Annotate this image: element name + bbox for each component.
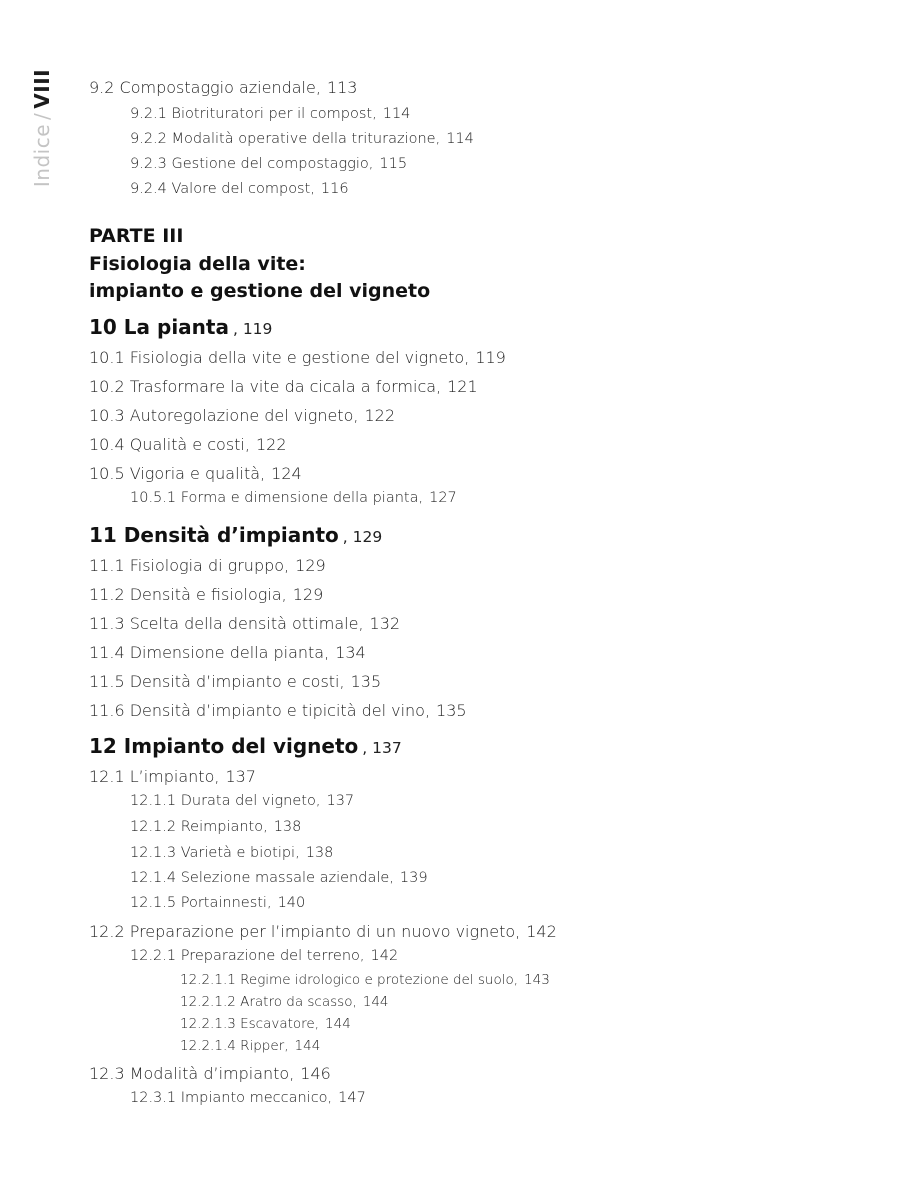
toc-entry-12-1: 12.1 L’impianto, 137 xyxy=(89,767,256,786)
toc-page: 122 xyxy=(255,435,287,454)
toc-page: 116 xyxy=(320,181,349,197)
toc-entry-12-1-3: 12.1.3 Varietà e biotipi, 138 xyxy=(130,845,334,861)
toc-page: 127 xyxy=(429,490,457,506)
toc-entry-12-2-1-2: 12.2.1.2 Aratro da scasso, 144 xyxy=(180,994,389,1010)
toc-entry-12-1-1: 12.1.1 Durata del vigneto, 137 xyxy=(130,793,355,809)
page-number: VIII xyxy=(30,68,54,109)
toc-entry-10-1: 10.1 Fisiologia della vite e gestione del vigneto, 119 xyxy=(89,348,506,367)
toc-entry-12-2-1-3: 12.2.1.3 Escavatore, 144 xyxy=(180,1016,351,1032)
toc-page: , 129 xyxy=(342,528,383,546)
toc-page: 114 xyxy=(382,106,411,122)
toc-page: 137 xyxy=(326,793,355,809)
toc-page: 138 xyxy=(305,845,334,861)
toc-page: 144 xyxy=(294,1038,321,1054)
toc-entry-10-5-1: 10.5.1 Forma e dimensione della pianta, 127 xyxy=(130,490,457,506)
toc-page: 144 xyxy=(362,994,389,1010)
toc-entry-12-2-1: 12.2.1 Preparazione del terreno, 142 xyxy=(130,948,399,964)
toc-entry-9-2-3: 9.2.3 Gestione del compostaggio, 115 xyxy=(130,156,408,172)
toc-page: 129 xyxy=(295,556,326,575)
toc-entry-12-1-2: 12.1.2 Reimpianto, 138 xyxy=(130,819,302,835)
toc-entry-12-3: 12.3 Modalità d’impianto, 146 xyxy=(89,1064,331,1083)
toc-page: 142 xyxy=(526,922,557,941)
chapter-12-heading: 12 Impianto del vigneto , 137 xyxy=(89,734,402,758)
toc-page: , 137 xyxy=(362,739,402,757)
toc-page: 143 xyxy=(524,972,550,988)
toc-entry-12-3-1: 12.3.1 Impianto meccanico, 147 xyxy=(130,1090,366,1106)
toc-entry-10-3: 10.3 Autoregolazione del vigneto, 122 xyxy=(89,406,395,425)
part-title-line-2: impianto e gestione del vigneto xyxy=(89,280,431,302)
toc-entry-9-2-4: 9.2.4 Valore del compost, 116 xyxy=(130,181,349,197)
toc-page: , 119 xyxy=(232,320,273,338)
toc-entry-12-2-1-1: 12.2.1.1 Regime idrologico e protezione del suolo, 143 xyxy=(180,972,550,988)
toc-entry-10-5: 10.5 Vigoria e qualità, 124 xyxy=(89,464,302,483)
toc-entry-11-3: 11.3 Scelta della densità ottimale, 132 xyxy=(89,614,401,633)
toc-entry-11-4: 11.4 Dimensione della pianta, 134 xyxy=(89,643,366,662)
toc-page: 129 xyxy=(292,585,324,604)
toc-entry-10-4: 10.4 Qualità e costi, 122 xyxy=(89,435,287,454)
toc-page: 134 xyxy=(335,643,366,662)
toc-entry-11-6: 11.6 Densità d’impianto e tipicità del vino, 135 xyxy=(89,701,467,720)
toc-page: 135 xyxy=(350,672,382,691)
toc-entry-12-1-5: 12.1.5 Portainnesti, 140 xyxy=(130,895,306,911)
toc-page: 114 xyxy=(446,131,474,147)
toc-page: 121 xyxy=(447,377,478,396)
running-head-separator: / xyxy=(30,112,54,120)
toc-page: 122 xyxy=(364,406,395,425)
toc-entry-11-5: 11.5 Densità d’impianto e costi, 135 xyxy=(89,672,382,691)
toc-entry-9-2-1: 9.2.1 Biotrituratori per il compost, 114 xyxy=(130,106,411,122)
toc-entry-12-2: 12.2 Preparazione per l’impianto di un nuovo vigneto, 142 xyxy=(89,922,557,941)
toc-page: 140 xyxy=(277,895,306,911)
toc-page: 132 xyxy=(369,614,401,633)
toc-page: 115 xyxy=(379,156,408,172)
chapter-10-heading: 10 La pianta , 119 xyxy=(89,315,273,339)
toc-page: 119 xyxy=(475,348,506,367)
toc-page: 124 xyxy=(271,464,302,483)
toc-page: 147 xyxy=(338,1090,366,1106)
toc-page: 138 xyxy=(273,819,302,835)
toc-page: 146 xyxy=(300,1064,331,1083)
toc-page: 144 xyxy=(325,1016,351,1032)
toc-page: 135 xyxy=(436,701,467,720)
toc-entry-12-1-4: 12.1.4 Selezione massale aziendale, 139 xyxy=(130,870,428,886)
toc-entry-11-1: 11.1 Fisiologia di gruppo, 129 xyxy=(89,556,326,575)
toc-entry-10-2: 10.2 Trasformare la vite da cicala a formica, 121 xyxy=(89,377,478,396)
part-title-line-1: Fisiologia della vite: xyxy=(89,253,306,275)
chapter-11-heading: 11 Densità d’impianto , 129 xyxy=(89,523,383,547)
toc-page: 142 xyxy=(370,948,399,964)
toc-entry-9-2-2: 9.2.2 Modalità operative della triturazione, 114 xyxy=(130,131,474,147)
toc-page: 113 xyxy=(326,78,358,97)
toc-page: 139 xyxy=(399,870,428,886)
toc-entry-11-2: 11.2 Densità e fisiologia, 129 xyxy=(89,585,324,604)
toc-entry-12-2-1-4: 12.2.1.4 Ripper, 144 xyxy=(180,1038,321,1054)
toc-entry-9-2: 9.2 Compostaggio aziendale, 113 xyxy=(89,78,358,97)
part-number: PARTE III xyxy=(89,225,184,247)
running-head-label: Indice xyxy=(30,123,54,188)
toc-page: 137 xyxy=(225,767,256,786)
